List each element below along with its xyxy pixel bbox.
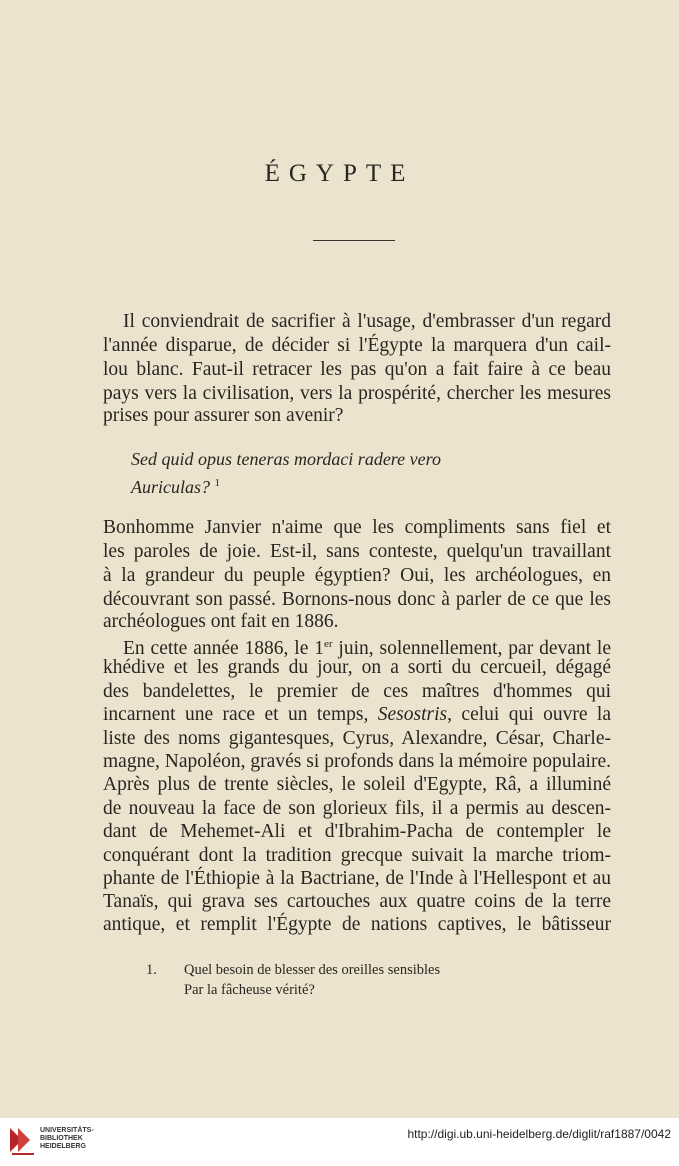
footer-bar [0, 1118, 679, 1166]
logo-line: HEIDELBERG [40, 1143, 86, 1150]
text-run: incarnent une race et un temps, [103, 704, 378, 725]
footnote-line: Par la fâcheuse vérité? [184, 982, 315, 998]
page-title: ÉGYPTE [264, 160, 415, 187]
footnote-number: 1. [146, 962, 157, 978]
paragraph-3-line: magne, Napoléon, gravés si profonds dans la mémoire populaire. [103, 751, 611, 772]
paragraph-1-line: Il conviendrait de sacrifier à l'usage, d'embrasser d'un regard [123, 311, 611, 332]
paragraph-3-line [103, 703, 611, 727]
paragraph-3-line: phante de l'Éthiopie à la Bactriane, de l'Inde à l'Hellespont et au [103, 868, 611, 889]
text-run: , celui qui ouvre la [447, 704, 611, 725]
library-logo-icon [8, 1124, 36, 1158]
verse-line-text: Auriculas? [131, 477, 210, 497]
paragraph-3-line: Tanaïs, qui grava ses cartouches aux quatre coins de la terre [103, 891, 611, 912]
title-divider [313, 240, 395, 241]
library-logo-text [40, 1127, 94, 1151]
paragraph-3-line: conquérant dont la tradition grecque suivait la marche triom- [103, 845, 611, 866]
paragraph-3-line: Après plus de trente siècles, le soleil d'Egypte, Râ, a illuminé [103, 774, 611, 795]
paragraph-2-line: découvrant son passé. Bornons-nous donc à parler de ce que les [103, 589, 611, 610]
footnote-line: Quel besoin de blesser des oreilles sensibles [184, 962, 441, 978]
superscript: er [324, 638, 333, 650]
paragraph-3-line: dant de Mehemet-Ali et d'Ibrahim-Pacha de contempler le [103, 821, 611, 842]
italic-name: Sesostris [377, 704, 448, 725]
paragraph-2-line: les paroles de joie. Est-il, sans conteste, quelqu'un travaillant [103, 541, 611, 562]
paragraph-3-line: antique, et remplit l'Égypte de nations captives, le bâtisseur [103, 914, 611, 935]
paragraph-1-line: prises pour assurer son avenir? [103, 405, 344, 426]
text-run: En cette année 1886, le 1 [123, 638, 324, 659]
paragraph-3-line: liste des noms gigantesques, Cyrus, Alexandre, César, Charle- [103, 728, 611, 749]
paragraph-2-line: archéologues ont fait en 1886. [103, 611, 339, 632]
logo-line: BIBLIOTHEK [40, 1135, 83, 1142]
paragraph-1-line: lou blanc. Faut-il retracer les pas qu'on a fait faire à ce beau [103, 359, 611, 380]
paragraph-3-line: des bandelettes, le premier de ces maîtres d'hommes qui [103, 681, 611, 702]
text-run: juin, solennellement, par devant le [332, 638, 611, 659]
paragraph-3-line: de nouveau la face de son glorieux fils, il a permis au descen- [103, 798, 611, 819]
paragraph-2-line: Bonhomme Janvier n'aime que les compliments sans fiel et [103, 517, 611, 538]
source-url-link[interactable]: http://digi.ub.uni-heidelberg.de/diglit/raf1887/0042 [407, 1127, 671, 1141]
logo-line: UNIVERSITÄTS- [40, 1127, 94, 1134]
verse-line [131, 471, 220, 499]
paragraph-1-line: pays vers la civilisation, vers la prospérité, chercher les mesures [103, 383, 611, 404]
verse-line: Sed quid opus teneras mordaci radere vero [131, 449, 441, 469]
paragraph-2-line: à la grandeur du peuple égyptien? Oui, les archéologues, en [103, 565, 611, 586]
paragraph-3-line: khédive et les grands du jour, on a sorti du cercueil, dégagé [103, 657, 611, 678]
footnote-reference: 1 [214, 477, 220, 489]
paragraph-1-line: l'année disparue, de décider si l'Égypte la marquera d'un cail- [103, 335, 611, 356]
